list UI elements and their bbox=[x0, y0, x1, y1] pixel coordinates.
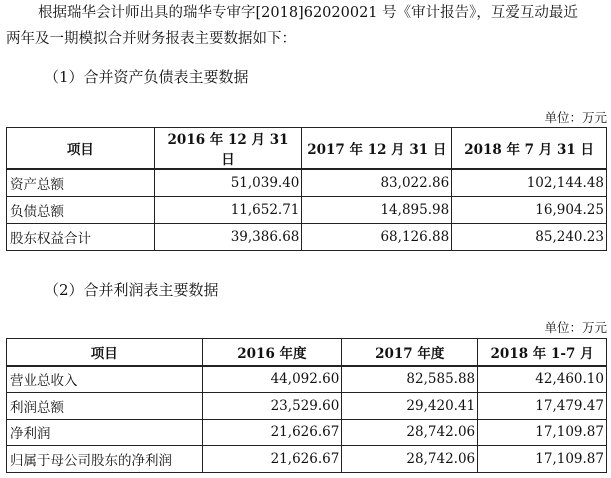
cell-value: 51,039.40 bbox=[154, 169, 302, 197]
cell-value: 21,626.67 bbox=[202, 419, 342, 446]
balance-sheet-unit: 单位：万元 bbox=[544, 110, 607, 125]
cell-value: 85,240.23 bbox=[452, 224, 607, 251]
table-row bbox=[7, 169, 607, 197]
income-statement-table bbox=[6, 338, 607, 473]
cell-value: 11,652.71 bbox=[154, 197, 302, 224]
row-label: 营业总收入 bbox=[7, 366, 203, 393]
cell-value: 17,479.47 bbox=[478, 393, 607, 420]
column-header: 2016 年 12 月 31 日 bbox=[154, 128, 302, 170]
table-row bbox=[7, 393, 607, 420]
table-row bbox=[7, 197, 607, 224]
column-header: 项目 bbox=[7, 339, 203, 366]
cell-value: 17,109.87 bbox=[478, 419, 607, 446]
cell-value: 82,585.88 bbox=[342, 366, 478, 393]
column-header: 2018 年 1-7 月 bbox=[478, 339, 607, 366]
cell-value: 42,460.10 bbox=[478, 366, 607, 393]
table-row bbox=[7, 224, 607, 251]
column-header: 2017 年度 bbox=[342, 339, 478, 366]
column-header: 2016 年度 bbox=[202, 339, 342, 366]
row-label: 归属于母公司股东的净利润 bbox=[7, 446, 203, 473]
cell-value: 14,895.98 bbox=[302, 197, 452, 224]
cell-value: 23,529.60 bbox=[202, 393, 342, 420]
table-row bbox=[7, 446, 607, 473]
row-label: 利润总额 bbox=[7, 393, 203, 420]
intro-paragraph bbox=[6, 0, 606, 52]
row-label: 负债总额 bbox=[7, 197, 155, 224]
cell-value: 21,626.67 bbox=[202, 446, 342, 473]
balance-sheet-heading: （1）合并资产负债表主要数据 bbox=[44, 68, 249, 86]
table-row bbox=[7, 419, 607, 446]
row-label: 股东权益合计 bbox=[7, 224, 155, 251]
table-row bbox=[7, 366, 607, 393]
cell-value: 29,420.41 bbox=[342, 393, 478, 420]
income-statement-heading: （2）合并利润表主要数据 bbox=[44, 281, 219, 299]
column-header: 2017 年 12 月 31 日 bbox=[302, 128, 452, 170]
cell-value: 68,126.88 bbox=[302, 224, 452, 251]
intro-line-2: 两年及一期模拟合并财务报表主要数据如下： bbox=[6, 31, 296, 47]
intro-line-1: 根据瑞华会计师出具的瑞华专审字[2018]62020021 号《审计报告》，互爱互动最近 bbox=[38, 5, 578, 21]
row-label: 资产总额 bbox=[7, 169, 155, 197]
balance-sheet-table bbox=[6, 127, 607, 251]
cell-value: 83,022.86 bbox=[302, 169, 452, 197]
cell-value: 39,386.68 bbox=[154, 224, 302, 251]
cell-value: 17,109.87 bbox=[478, 446, 607, 473]
cell-value: 28,742.06 bbox=[342, 446, 478, 473]
cell-value: 16,904.25 bbox=[452, 197, 607, 224]
income-statement-unit: 单位：万元 bbox=[544, 320, 607, 335]
row-label: 净利润 bbox=[7, 419, 203, 446]
column-header: 2018 年 7 月 31 日 bbox=[452, 128, 607, 170]
cell-value: 44,092.60 bbox=[202, 366, 342, 393]
cell-value: 102,144.48 bbox=[452, 169, 607, 197]
table-header-row bbox=[7, 339, 607, 366]
column-header: 项目 bbox=[7, 128, 155, 170]
table-header-row bbox=[7, 128, 607, 170]
cell-value: 28,742.06 bbox=[342, 419, 478, 446]
